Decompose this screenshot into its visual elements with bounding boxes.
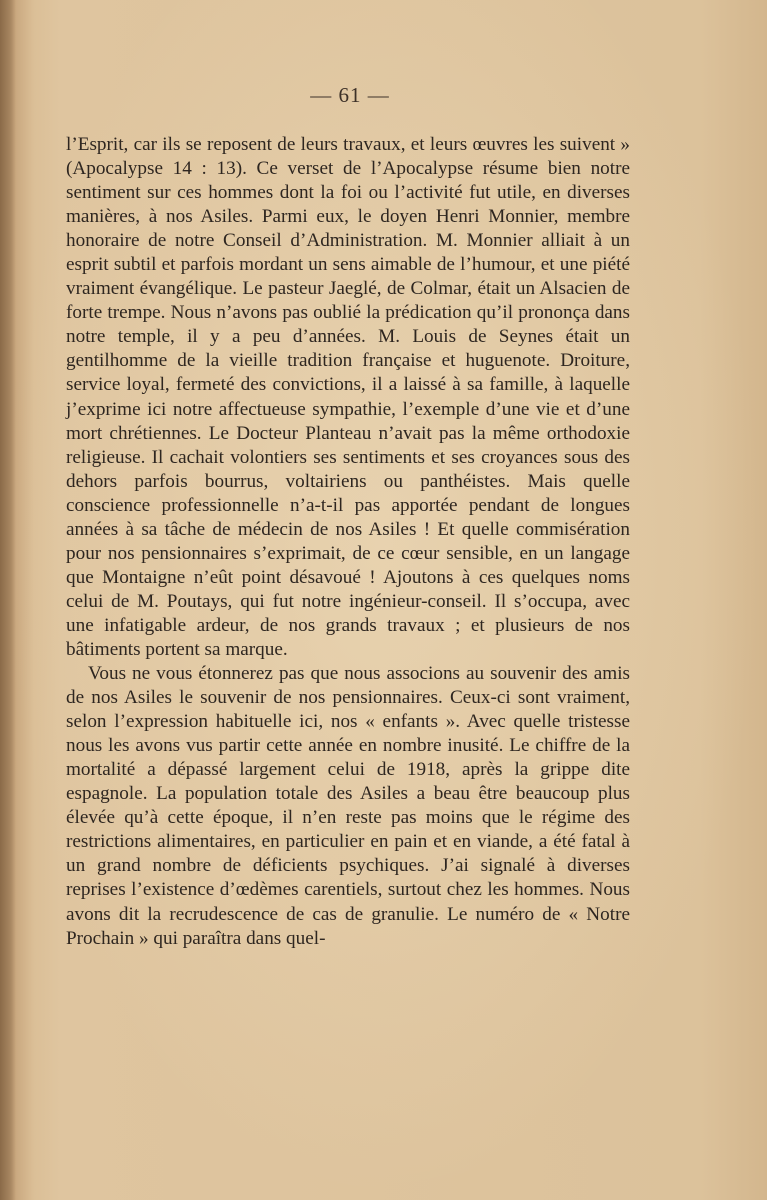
body-text: [66, 133, 630, 951]
paragraph-1: l’Esprit, car ils se reposent de leurs travaux, et leurs œuvres les suivent » (Apocalypse 14 : 13). Ce verset de l’Apocalypse résume bien notre sentiment sur ces hommes dont la foi ou l’activité fut utile, en diverses manières, à nos Asiles. Parmi eux, le doyen Henri Monnier, membre honoraire de notre Conseil d’Administration. M. Monnier alliait à un esprit subtil et parfois mordant un sens aimable de l’humour, et une piété vraiment évangélique. Le pasteur Jaeglé, de Colmar, était un Alsacien de forte trempe. Nous n’avons pas oublié la prédication qu’il prononça dans notre temple, il y a peu d’années. M. Louis de Seynes était un gentilhomme de la vieille tradition française et huguenote. Droiture, service loyal, fermeté des convictions, il a laissé à sa famille, à laquelle j’exprime ici notre affectueuse sympathie, l’exemple d’une vie et d’une mort chrétiennes. Le Docteur Planteau n’avait pas la même orthodoxie religieuse. Il cachait volontiers ses sentiments et ses croyances sous des dehors parfois bourrus, voltairiens ou panthéistes. Mais quelle conscience professionnelle n’a-t-il pas apportée pendant de longues années à sa tâche de médecin de nos Asiles ! Et quelle commisération pour nos pensionnaires s’exprimait, de ce cœur sensible, en un langage que Montaigne n’eût point désavoué ! Ajoutons à ces quelques noms celui de M. Poutays, qui fut notre ingénieur-conseil. Il s’occupa, avec une infatigable ardeur, de nos grands travaux ; et plusieurs de nos bâtiments portent sa marque.: [66, 134, 630, 660]
page-binding-edge: [0, 0, 16, 1200]
page-number: — 61 —: [310, 83, 390, 107]
paragraph-2: Vous ne vous étonnerez pas que nous associons au souvenir des amis de nos Asiles le souvenir de nos pensionnaires. Ceux-ci sont vraiment, selon l’expression habituelle ici, nos « enfants ». Avec quelle tristesse nous les avons vus partir cette année en nombre inusité. Le chiffre de la mortalité a dépassé largement celui de 1918, après la grippe dite espagnole. La population totale des Asiles a beau être beaucoup plus élevée qu’à cette époque, il n’en reste pas moins que le régime des restrictions alimentaires, en particulier en pain et en viande, a été fatal à un grand nombre de déficients psychiques. J’ai signalé à diverses reprises l’existence d’œdèmes carentiels, surtout chez les hommes. Nous avons dit la recrudescence de cas de granulie. Le numéro de « Notre Prochain » qui paraîtra dans quel-: [66, 663, 630, 949]
